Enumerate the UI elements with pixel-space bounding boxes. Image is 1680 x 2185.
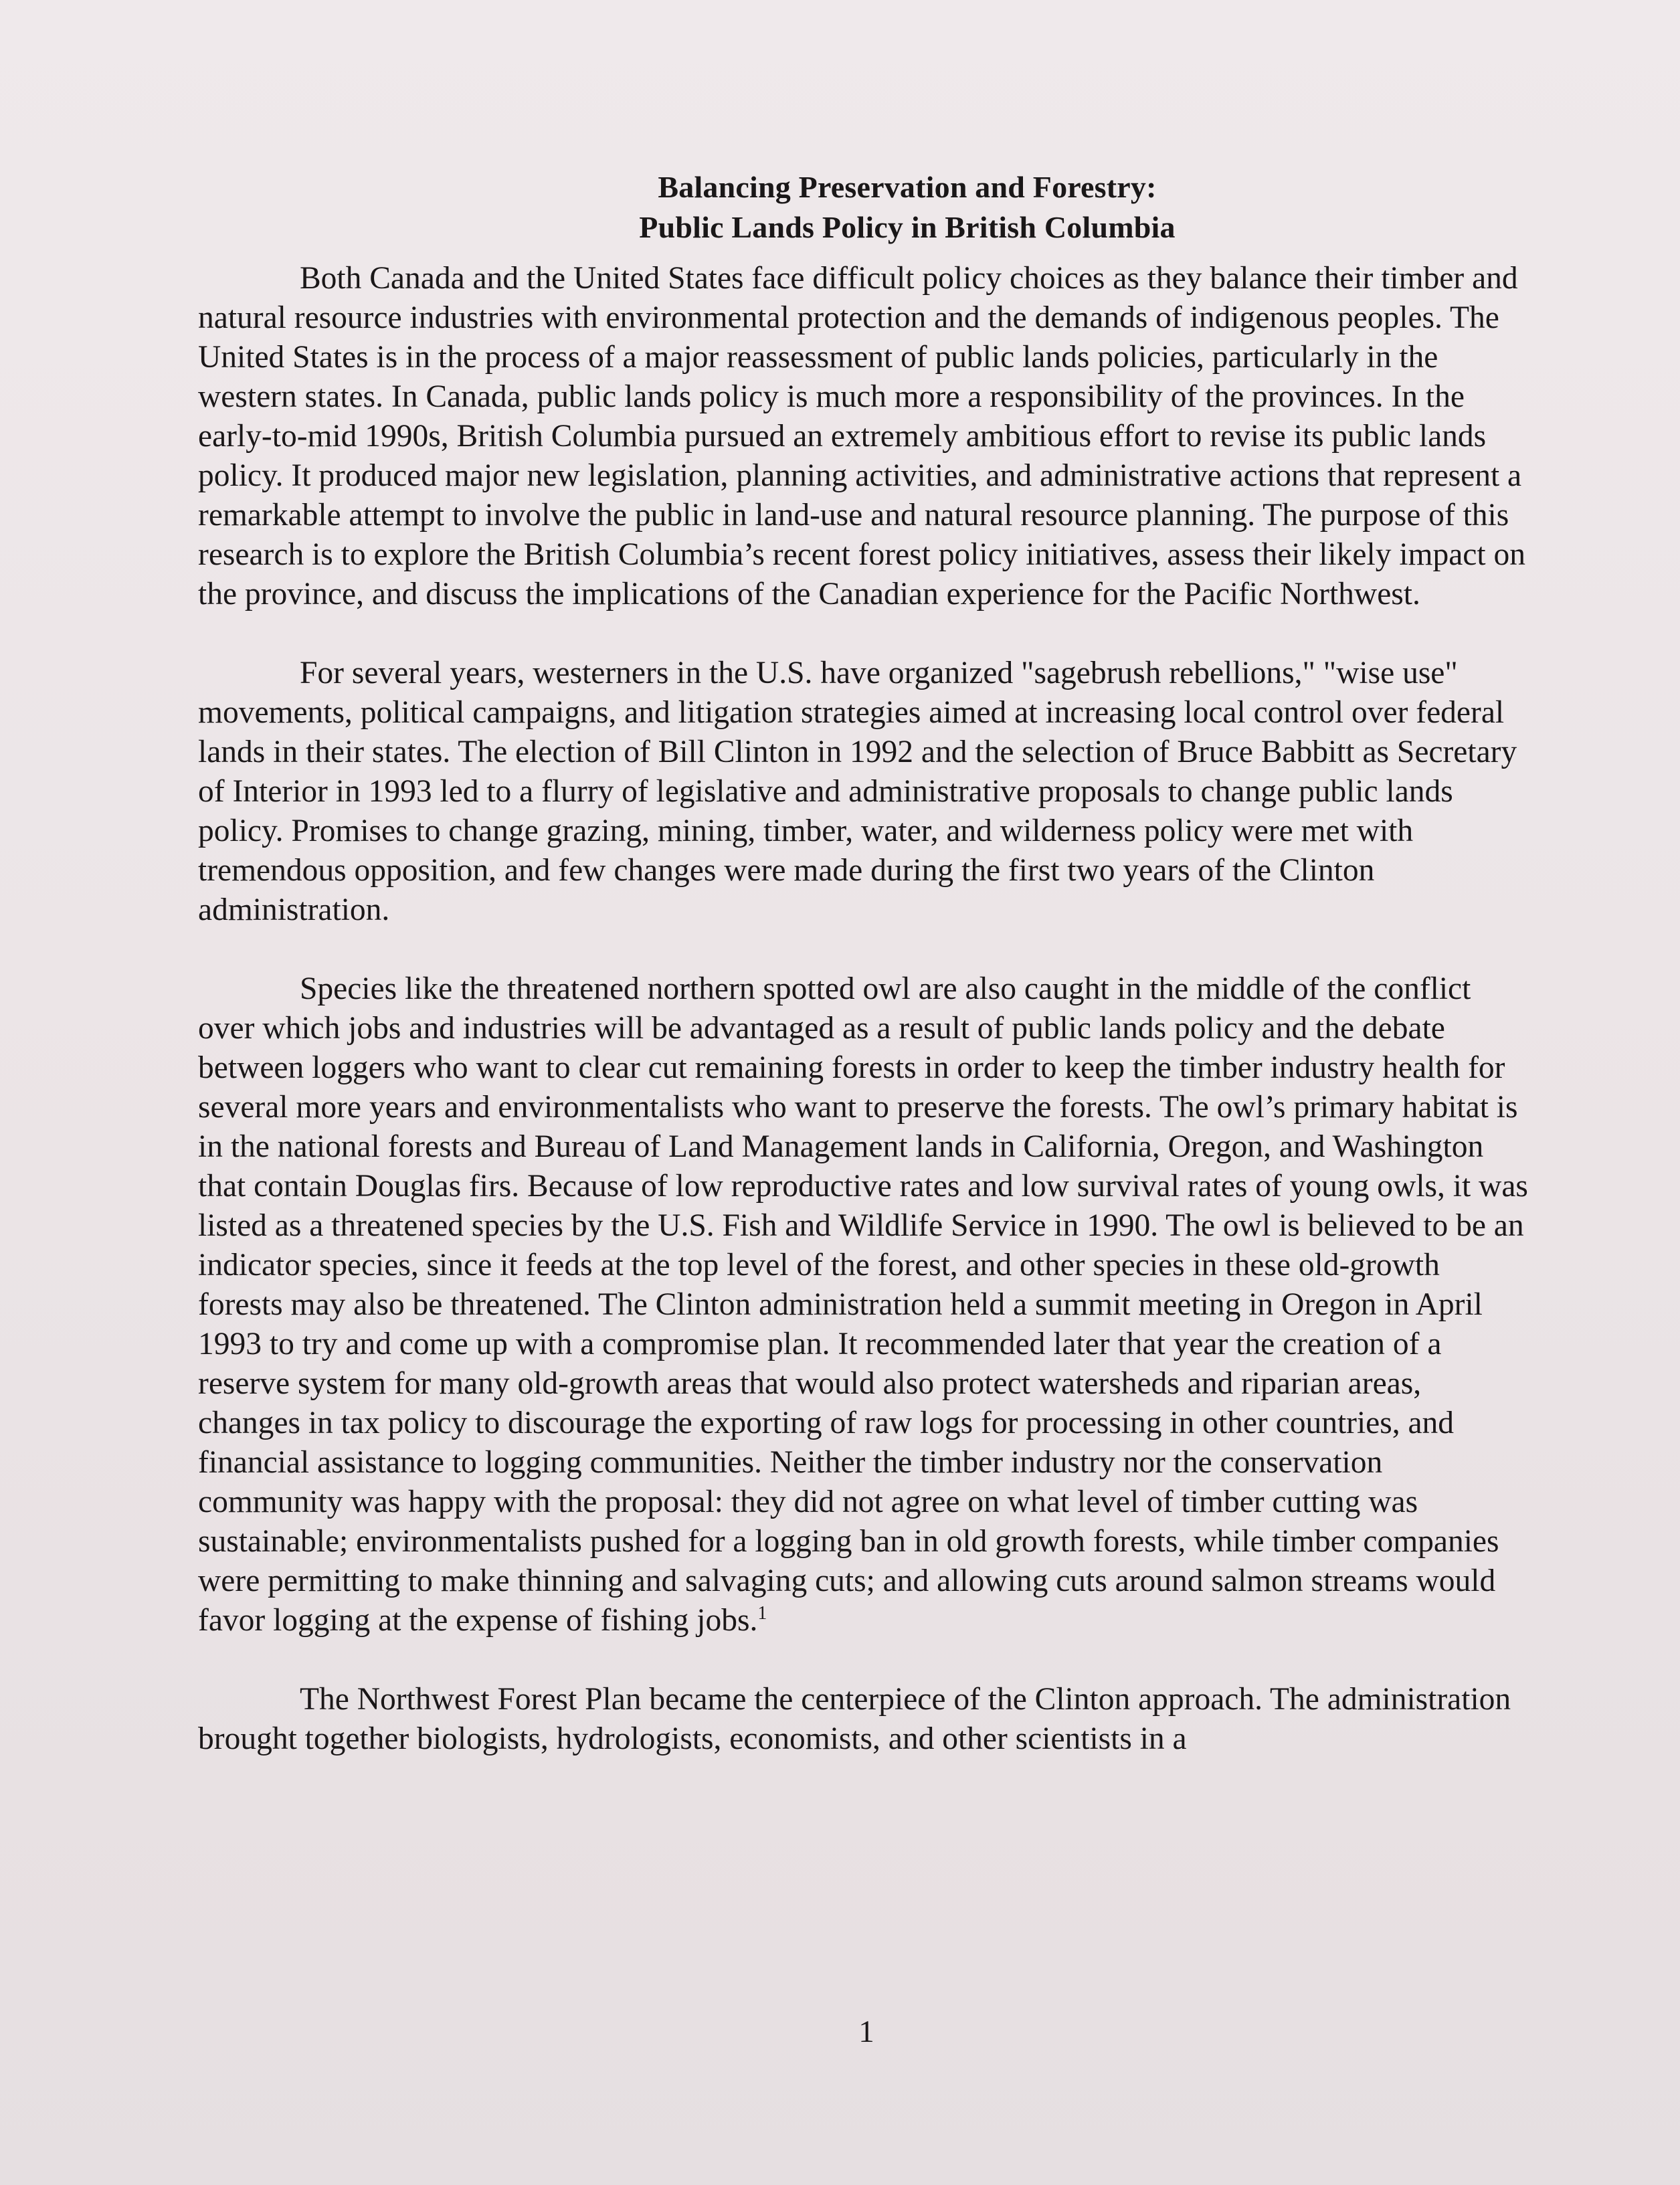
page-number: 1 xyxy=(858,2014,874,2049)
title-line-2: Public Lands Policy in British Columbia xyxy=(639,210,1176,244)
document-body xyxy=(198,167,1529,1759)
footnote-marker: 1 xyxy=(757,1603,767,1624)
title-line-1: Balancing Preservation and Forestry: xyxy=(658,170,1157,204)
paragraph-2: For several years, westerners in the U.S. have organized "sagebrush rebellions," "wise use" movements, political campaigns, and litigation strategies aimed at increasing local control over federal lands in their states. The election of Bill Clinton in 1992 and the selection of Bruce Babbitt as Secretary of Interior in 1993 led to a flurry of legislative and administrative proposals to change public lands policy. Promises to change grazing, mining, timber, water, and wilderness policy were met with tremendous opposition, and few changes were made during the first two years of the Clinton administration. xyxy=(198,656,1517,927)
paragraph-4: The Northwest Forest Plan became the centerpiece of the Clinton approach. The administration brought together biologists, hydrologists, economists, and other scientists in a xyxy=(198,1682,1511,1756)
paragraph-1: Both Canada and the United States face difficult policy choices as they balance their timber and natural resource industries with environmental protection and the demands of indigenous peoples. The United States is in the process of a major reassessment of public lands policies, particularly in the western states. In Canada, public lands policy is much more a responsibility of the provinces. In the early-to-mid 1990s, British Columbia pursued an extremely ambitious effort to revise its public lands policy. It produced major new legislation, planning activities, and administrative actions that represent a remarkable attempt to involve the public in land-use and natural resource planning. The purpose of this research is to explore the British Columbia’s recent forest policy initiatives, assess their likely impact on the province, and discuss the implications of the Canadian experience for the Pacific Northwest. xyxy=(198,261,1525,611)
paragraph-3-text: Species like the threatened northern spotted owl are also caught in the middle of the conflict over which jobs and industries will be advantaged as a result of public lands policy and the debate between loggers who want to clear cut remaining forests in order to keep the timber industry health for several more years and environmentalists who want to preserve the forests. The owl’s primary habitat is in the national forests and Bureau of Land Management lands in California, Oregon, and Washington that contain Douglas firs. Because of low reproductive rates and low survival rates of young owls, it was listed as a threatened species by the U.S. Fish and Wildlife Service in 1990. The owl is believed to be an indicator species, since it feeds at the top level of the forest, and other species in these old-growth forests may also be threatened. The Clinton administration held a summit meeting in Oregon in April 1993 to try and come up with a compromise plan. It recommended later that year the creation of a reserve system for many old-growth areas that would also protect watersheds and riparian areas, changes in tax policy to discourage the exporting of raw logs for processing in other countries, and financial assistance to logging communities. Neither the timber industry nor the conservation community was happy with the proposal: they did not agree on what level of timber cutting was sustainable; environmentalists pushed for a logging ban in old growth forests, while timber companies were permitting to make thinning and salvaging cuts; and allowing cuts around salmon streams would favor logging at the expense of fishing jobs. xyxy=(198,971,1528,1638)
document-title xyxy=(285,167,1529,248)
paragraph-3 xyxy=(198,969,1529,1640)
